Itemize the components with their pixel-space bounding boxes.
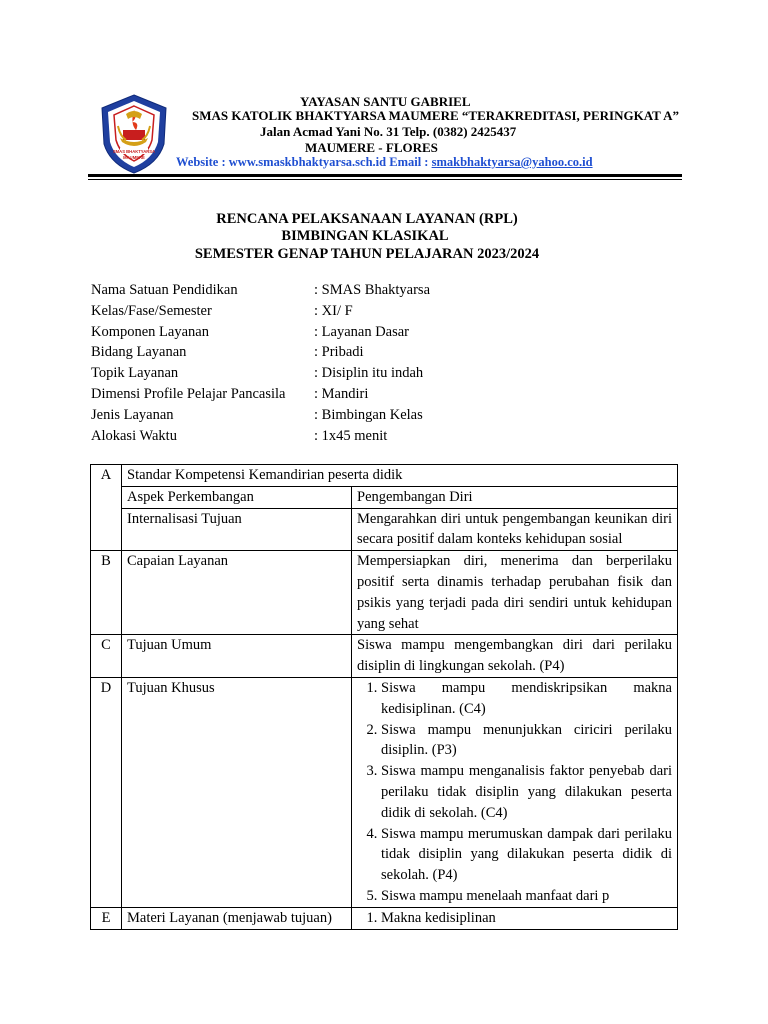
section-letter: A [91, 465, 122, 551]
table-row [91, 551, 678, 635]
identity-label: Alokasi Waktu [91, 427, 177, 444]
identity-value: : Layanan Dasar [314, 323, 410, 340]
table-row [91, 677, 678, 907]
identity-label: Kelas/Fase/Semester [91, 302, 212, 319]
letterhead-rule-thin [88, 179, 682, 180]
doc-period: SEMESTER GENAP TAHUN PELAJARAN 2023/2024 [194, 246, 540, 262]
identity-block [91, 280, 430, 446]
row-value: Pengembangan Diri [352, 486, 678, 508]
identity-label: Dimensi Profile Pelajar Pancasila [91, 385, 286, 402]
identity-value: : Mandiri [314, 385, 369, 402]
list-item: 1. Makna kedisiplinan [381, 908, 672, 929]
doc-title: RENCANA PELAKSANAAN LAYANAN (RPL) [216, 211, 518, 227]
section-letter: C [91, 635, 122, 678]
materials-list [357, 908, 672, 929]
section-letter: D [91, 677, 122, 907]
identity-value: : SMAS Bhaktyarsa [314, 282, 430, 298]
list-item: 2. Siswa mampu menunjukkan ciriciri perilaku disiplin. (P3) [381, 720, 672, 762]
identity-label: Topik Layanan [91, 365, 179, 382]
table-row [91, 907, 678, 929]
row-label: Aspek Perkembangan [122, 486, 352, 508]
identity-label: Komponen Layanan [91, 323, 209, 340]
logo-caption-top: SMAS BHAKTYARSA [112, 149, 156, 154]
identity-row [91, 280, 430, 301]
section-letter: B [91, 551, 122, 635]
website-text: Website : www.smaskbhaktyarsa.sch.id Email : [176, 155, 432, 169]
list-item: 1. Siswa mampu mendiskripsikan makna kedisiplinan. (C4) [381, 678, 672, 720]
row-label: Materi Layanan (menjawab tujuan) [122, 907, 352, 929]
identity-label: Nama Satuan Pendidikan [91, 282, 238, 298]
identity-row [91, 322, 430, 343]
school-address: Jalan Acmad Yani No. 31 Telp. (0382) 2425437 [260, 124, 517, 139]
identity-label: Jenis Layanan [91, 406, 174, 423]
identity-row [91, 301, 430, 322]
email-link[interactable]: smakbhaktyarsa@yahoo.co.id [431, 155, 593, 169]
identity-value: : Bimbingan Kelas [314, 406, 423, 423]
table-row [91, 486, 678, 508]
identity-value: : Disiplin itu indah [314, 365, 424, 382]
section-letter: E [91, 907, 122, 929]
logo-caption-bottom: MAUMERE [123, 155, 145, 160]
identity-value: : 1x45 menit [314, 427, 388, 444]
list-item: 5. Siswa mampu menelaah manfaat dari p [381, 886, 672, 907]
objectives-cell [352, 677, 678, 907]
identity-value: : Pribadi [314, 344, 364, 361]
table-row [91, 465, 678, 487]
row-label: Internalisasi Tujuan [122, 508, 352, 551]
plan-table [90, 464, 678, 930]
identity-row [91, 363, 430, 384]
list-item: 4. Siswa mampu merumuskan dampak dari perilaku tidak disiplin yang dilakukan peserta didik di sekolah. (P4) [381, 824, 672, 886]
foundation-name: YAYASAN SANTU GABRIEL [300, 94, 471, 109]
identity-row [91, 342, 430, 363]
row-value: Mempersiapkan diri, menerima dan berperilaku positif serta dinamis terhadap perubahan fisik dan psikis yang terjadi pada diri sendiri untuk kehidupan yang sehat [352, 551, 678, 635]
row-value: Mengarahkan diri untuk pengembangan keunikan diri secara positif dalam konteks kehidupan sosial [352, 508, 678, 551]
row-label: Capaian Layanan [122, 551, 352, 635]
identity-value: : XI/ F [314, 302, 353, 319]
school-city: MAUMERE - FLORES [305, 140, 438, 155]
school-name: SMAS KATOLIK BHAKTYARSA MAUMERE “TERAKREDITASI, PERINGKAT A” [192, 108, 679, 123]
table-row [91, 508, 678, 551]
section-heading: Standar Kompetensi Kemandirian peserta didik [122, 465, 678, 487]
letterhead-rule-thick [88, 174, 682, 177]
row-value: Siswa mampu mengembangkan diri dari perilaku disiplin di lingkungan sekolah. (P4) [352, 635, 678, 678]
materials-cell [352, 907, 678, 929]
identity-label: Bidang Layanan [91, 344, 187, 361]
objectives-list [357, 678, 672, 907]
school-logo [96, 92, 172, 176]
list-item: 3. Siswa mampu menganalisis faktor penyebab dari perilaku tidak disiplin yang dilakukan peserta didik di sekolah. (C4) [381, 761, 672, 823]
row-label: Tujuan Khusus [122, 677, 352, 907]
contact-line [176, 154, 593, 170]
table-row [91, 635, 678, 678]
identity-row [91, 384, 430, 405]
identity-row [91, 405, 430, 426]
row-label: Tujuan Umum [122, 635, 352, 678]
doc-subtitle: BIMBINGAN KLASIKAL [281, 228, 449, 244]
identity-row [91, 426, 430, 447]
